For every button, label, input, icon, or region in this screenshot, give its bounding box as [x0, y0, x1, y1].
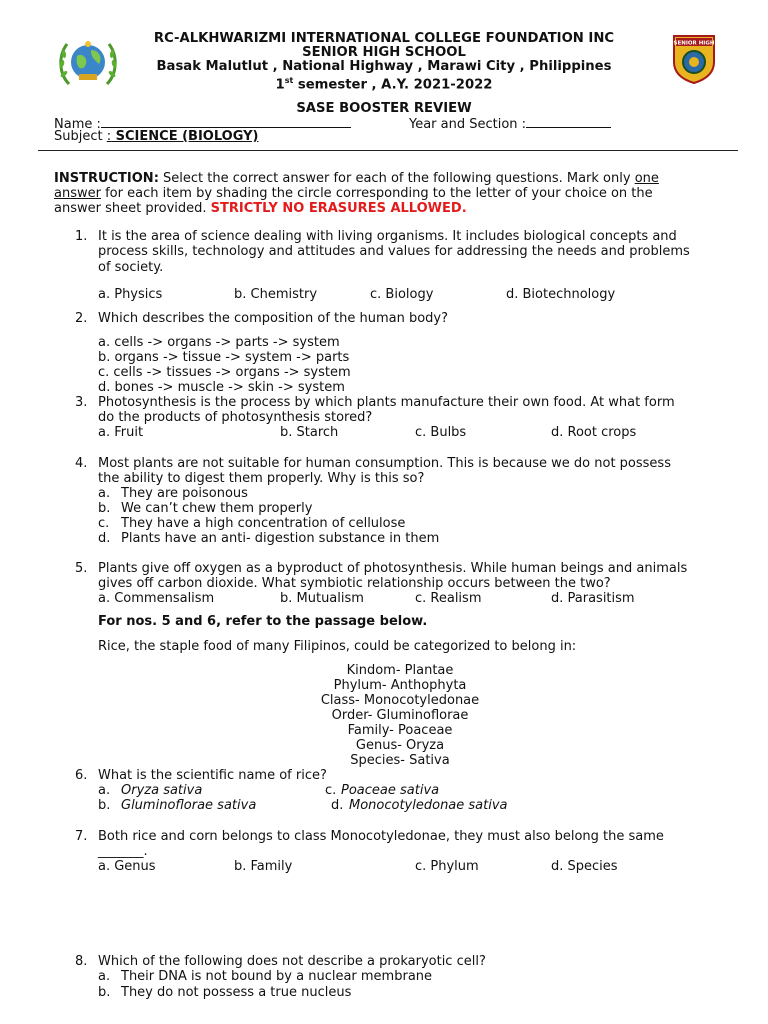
q5-choice-c: c. Realism	[415, 591, 482, 606]
q4-choice-d-letter: d.	[98, 531, 111, 546]
q6-choice-c-letter: c.	[325, 783, 337, 798]
q3-choice-d: d. Root crops	[551, 425, 637, 440]
question-number: 7.	[75, 829, 88, 844]
q5-choice-b: b. Mutualism	[280, 591, 364, 606]
q6-choice-a: Oryza sativa	[121, 783, 203, 798]
svg-text:SENIOR HIGH: SENIOR HIGH	[673, 40, 715, 47]
q1-text: process skills, technology and attitudes and values for addressing the needs and problems	[98, 244, 690, 259]
header-divider	[38, 150, 738, 151]
q4-choice-d: Plants have an anti- digestion substance in them	[121, 531, 440, 546]
school-name: RC-ALKHWARIZMI INTERNATIONAL COLLEGE FOUNDATION INC	[153, 31, 615, 46]
q3-choice-c: c. Bulbs	[415, 425, 467, 440]
name-field[interactable]: Name :	[54, 115, 351, 132]
q5-choice-d: d. Parasitism	[551, 591, 635, 606]
q8-choice-b: They do not possess a true nucleus	[121, 985, 352, 1000]
q6-choice-d: Monocotyledonae sativa	[349, 798, 508, 813]
q7-text: _______.	[98, 844, 148, 859]
q8-choice-a-letter: a.	[98, 969, 111, 984]
q1-choice-a: a. Physics	[98, 287, 163, 302]
q4-text: Most plants are not suitable for human consumption. This is because we do not possess	[98, 456, 671, 471]
instruction-line-2: answer for each item by shading the circle corresponding to the letter of your choice on the	[54, 186, 653, 201]
q7-text: Both rice and corn belongs to class Monocotyledonae, they must also belong the same	[98, 829, 664, 844]
subject-line: Subject : SCIENCE (BIOLOGY)	[54, 129, 259, 144]
q3-choice-b: b. Starch	[280, 425, 339, 440]
exam-title: SASE BOOSTER REVIEW	[296, 101, 472, 116]
taxon-phylum: Phylum- Anthophyta	[333, 678, 467, 693]
taxon-order: Order- Gluminoflorae	[331, 708, 469, 723]
question-number: 6.	[75, 768, 88, 783]
q8-choice-a: Their DNA is not bound by a nuclear membrane	[121, 969, 433, 984]
q4-choice-b-letter: b.	[98, 501, 111, 516]
q6-choice-b-letter: b.	[98, 798, 111, 813]
q5-choice-a: a. Commensalism	[98, 591, 215, 606]
taxon-genus: Genus- Oryza	[355, 738, 445, 753]
taxon-species: Species- Sativa	[350, 753, 450, 768]
q3-text: Photosynthesis is the process by which plants manufacture their own food. At what form	[98, 395, 675, 410]
semester: 1st semester , A.Y. 2021-2022	[275, 76, 493, 93]
q3-text: do the products of photosynthesis stored?	[98, 410, 373, 425]
q1-choice-c: c. Biology	[370, 287, 434, 302]
q2-choice-b: b. organs -> tissue -> system -> parts	[98, 350, 350, 365]
q2-choice-d: d. bones -> muscle -> skin -> system	[98, 380, 345, 395]
q6-choice-c: Poaceae sativa	[341, 783, 440, 798]
taxon-kingdom: Kindom- Plantae	[346, 663, 454, 678]
q2-choice-c: c. cells -> tissues -> organs -> system	[98, 365, 351, 380]
q7-choice-d: d. Species	[551, 859, 618, 874]
taxon-class: Class- Monocotyledonae	[320, 693, 480, 708]
q6-choice-d-letter: d.	[331, 798, 344, 813]
q2-choice-a: a. cells -> organs -> parts -> system	[98, 335, 340, 350]
passage-heading: For nos. 5 and 6, refer to the passage below.	[98, 614, 428, 629]
question-number: 3.	[75, 395, 88, 410]
q1-text: It is the area of science dealing with living organisms. It includes biological concepts and	[98, 229, 677, 244]
question-number: 4.	[75, 456, 88, 471]
address: Basak Malutlut , National Highway , Marawi City , Philippines	[156, 59, 612, 74]
question-number: 2.	[75, 311, 88, 326]
passage-intro: Rice, the staple food of many Filipinos, could be categorized to belong in:	[98, 639, 577, 654]
question-number: 8.	[75, 954, 88, 969]
q4-choice-a-letter: a.	[98, 486, 111, 501]
q4-choice-c: They have a high concentration of cellulose	[121, 516, 406, 531]
q8-choice-b-letter: b.	[98, 985, 111, 1000]
q5-text: Plants give off oxygen as a byproduct of photosynthesis. While human beings and animals	[98, 561, 688, 576]
taxon-family: Family- Poaceae	[347, 723, 453, 738]
q6-text: What is the scientific name of rice?	[98, 768, 327, 783]
q3-choice-a: a. Fruit	[98, 425, 144, 440]
instruction-line-3: answer sheet provided. STRICTLY NO ERASURES ALLOWED.	[54, 201, 467, 216]
q4-choice-b: We can’t chew them properly	[121, 501, 313, 516]
q1-text: of society.	[98, 260, 164, 275]
q7-choice-a: a. Genus	[98, 859, 156, 874]
q4-text: the ability to digest them properly. Why is this so?	[98, 471, 425, 486]
q7-choice-b: b. Family	[234, 859, 293, 874]
department: SENIOR HIGH SCHOOL	[302, 45, 466, 60]
q1-choice-b: b. Chemistry	[234, 287, 318, 302]
question-number: 1.	[75, 229, 88, 244]
q1-choice-d: d. Biotechnology	[506, 287, 616, 302]
q6-choice-a-letter: a.	[98, 783, 111, 798]
q7-choice-c: c. Phylum	[415, 859, 479, 874]
year-section-field[interactable]: Year and Section :	[409, 115, 611, 132]
q5-text: gives off carbon dioxide. What symbiotic relationship occurs between the two?	[98, 576, 611, 591]
q4-choice-a: They are poisonous	[121, 486, 248, 501]
q2-text: Which describes the composition of the human body?	[98, 311, 449, 326]
q4-choice-c-letter: c.	[98, 516, 110, 531]
q8-text: Which of the following does not describe a prokaryotic cell?	[98, 954, 486, 969]
question-number: 5.	[75, 561, 88, 576]
q6-choice-b: Gluminoflorae sativa	[121, 798, 257, 813]
instruction-line-1: INSTRUCTION: Select the correct answer for each of the following questions. Mark only one	[54, 171, 659, 186]
